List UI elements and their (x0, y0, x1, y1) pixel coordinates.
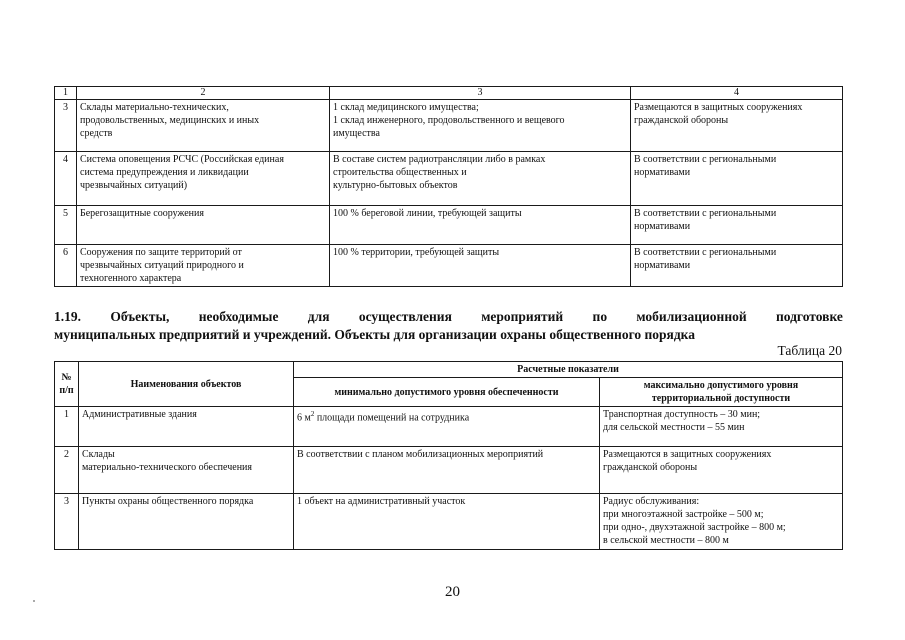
cell-line: имущества (333, 128, 380, 139)
min-level-cell (294, 407, 600, 447)
heading-word: мобилизационной (636, 309, 747, 324)
indicator-cell (330, 152, 631, 206)
table-1-header-cell: 2 (77, 87, 330, 100)
cell-line: для сельской местности – 55 мин (603, 422, 745, 433)
heading-word: по (592, 309, 608, 324)
table-caption: Таблица 20 (777, 343, 842, 358)
object-name-cell (77, 206, 330, 245)
cell-line: Размещаются в защитных сооружениях (634, 102, 803, 113)
cell-line: В соответствии с региональными (634, 247, 777, 258)
heading-word: необходимые (198, 309, 279, 324)
table-row (55, 245, 843, 287)
cell-line: нормативами (634, 260, 691, 271)
cell-line: В соответствии с планом мобилизационных мероприятий (297, 449, 544, 460)
table-1 (54, 86, 843, 287)
cell-line: 100 % береговой линии, требующей защиты (333, 208, 522, 219)
cell-line: 1 склад инженерного, продовольственного и вещевого (333, 115, 565, 126)
cell-line: чрезвычайных ситуаций природного и (80, 260, 244, 271)
column-header-max: максимально допустимого уровня территориальной доступности (600, 378, 843, 407)
cell-line: гражданской обороны (603, 462, 698, 473)
object-name-cell (77, 100, 330, 152)
heading-word: подготовке (775, 309, 843, 324)
cell-line: В составе систем радиотрансляции либо в рамках (333, 154, 546, 165)
heading-word: 1.19. (54, 309, 81, 324)
cell-line: в сельской местности – 800 м (603, 535, 729, 546)
object-name-cell (79, 494, 294, 550)
min-level-cell (294, 494, 600, 550)
cell-line: Система оповещения РСЧС (Российская единая (80, 154, 284, 165)
scan-speck (33, 600, 35, 602)
cell-line: 1 склад медицинского имущества; (333, 102, 479, 113)
heading-word: мероприятий (481, 309, 564, 324)
cell-line: продовольственных, медицинских и иных (80, 115, 260, 126)
cell-line: техногенного характера (80, 273, 182, 284)
superscript: 2 (310, 410, 315, 418)
section-heading-line-2: муниципальных предприятий и учреждений. Объекты для организации охраны общественного порядка (54, 327, 695, 342)
object-name-cell (79, 407, 294, 447)
table-2-header-row (55, 362, 843, 378)
cell-line: гражданской обороны (634, 115, 729, 126)
cell-line: Склады материально-технических, (80, 102, 229, 113)
cell-line: Размещаются в защитных сооружениях (603, 449, 772, 460)
row-number: 3 (55, 100, 77, 152)
cell-line: Склады (82, 449, 115, 460)
cell-line: материально-технического обеспечения (82, 462, 252, 473)
table-row (55, 152, 843, 206)
cell-line: В соответствии с региональными (634, 154, 777, 165)
cell-line: культурно-бытовых объектов (333, 180, 458, 191)
note-cell (631, 245, 843, 287)
row-number: 4 (55, 152, 77, 206)
indicator-cell (330, 245, 631, 287)
note-cell (631, 152, 843, 206)
cell-line: нормативами (634, 167, 691, 178)
heading-word: осуществления (358, 309, 452, 324)
table-row (55, 447, 843, 494)
max-level-cell (600, 447, 843, 494)
cell-line: 100 % территории, требующей защиты (333, 247, 500, 258)
column-group-header: Расчетные показатели (294, 362, 843, 378)
row-number: 1 (55, 407, 79, 447)
cell-line: Транспортная доступность – 30 мин; (603, 409, 761, 420)
max-level-cell (600, 407, 843, 447)
max-level-cell (600, 494, 843, 550)
cell-line: средств (80, 128, 113, 139)
object-name-cell (79, 447, 294, 494)
row-number: 2 (55, 447, 79, 494)
cell-line: В соответствии с региональными (634, 208, 777, 219)
table-row (55, 494, 843, 550)
object-name-cell (77, 245, 330, 287)
table-1-header-cell: 4 (631, 87, 843, 100)
note-cell (631, 100, 843, 152)
column-header-min: минимально допустимого уровня обеспеченности (294, 378, 600, 407)
table-2 (54, 361, 843, 550)
cell-line: чрезвычайных ситуаций) (80, 180, 188, 191)
cell-line: Административные здания (82, 409, 197, 420)
table-row (55, 100, 843, 152)
cell-line: при одно-, двухэтажной застройке – 800 м; (603, 522, 786, 533)
heading-word: для (307, 309, 330, 324)
indicator-cell (330, 206, 631, 245)
cell-line: система предупреждения и ликвидации (80, 167, 249, 178)
cell-line: Сооружения по защите территорий от (80, 247, 242, 258)
cell-line: 1 объект на административный участок (297, 496, 466, 507)
table-1-header-row (55, 87, 843, 100)
object-name-cell (77, 152, 330, 206)
table-row (55, 206, 843, 245)
cell-line: Радиус обслуживания: (603, 496, 700, 507)
min-level-cell (294, 447, 600, 494)
column-header-number: № п/п (55, 362, 79, 407)
page-number: 20 (445, 584, 460, 600)
row-number: 6 (55, 245, 77, 287)
section-heading (54, 308, 843, 344)
table-1-header-cell: 1 (55, 87, 77, 100)
cell-line: Берегозащитные сооружения (80, 208, 204, 219)
table-1-header-cell: 3 (330, 87, 631, 100)
cell-line: нормативами (634, 221, 691, 232)
heading-word: Объекты, (110, 309, 170, 324)
row-number: 5 (55, 206, 77, 245)
section-heading-line-1 (54, 308, 843, 326)
cell-line: строительства общественных и (333, 167, 467, 178)
text-part: площади помещений на сотрудника (314, 412, 470, 424)
column-header-name: Наименования объектов (79, 362, 294, 407)
note-cell (631, 206, 843, 245)
indicator-cell (330, 100, 631, 152)
table-row (55, 407, 843, 447)
cell-line: при многоэтажной застройке – 500 м; (603, 509, 764, 520)
row-number: 3 (55, 494, 79, 550)
text-part: 6 м (297, 412, 311, 424)
cell-line: Пункты охраны общественного порядка (82, 496, 254, 507)
cell-line (297, 408, 596, 424)
